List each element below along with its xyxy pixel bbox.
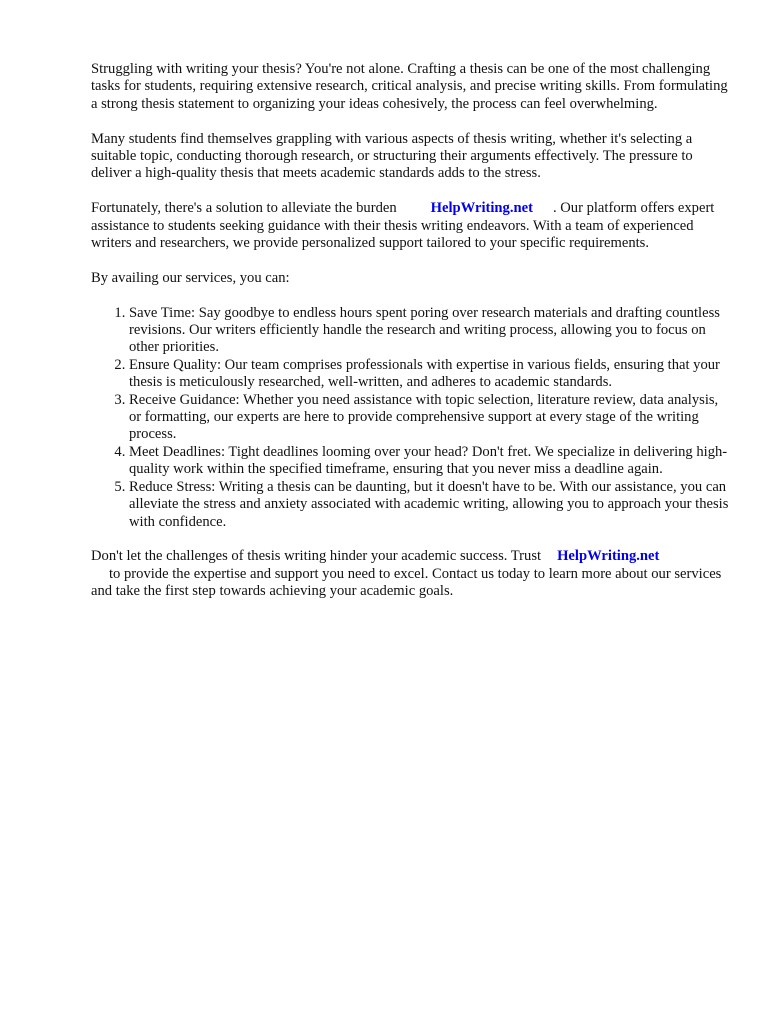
solution-paragraph: [91, 200, 731, 252]
solution-text-after: . Our platform offers expert assistance to students seeking guidance with their thesis writing endeavors. With a team of experienced writers and researchers, we provide personalized support tailored to your specific requirements.: [91, 200, 715, 252]
list-item-ensure-quality: 2. Ensure Quality: Our team comprises professionals with expertise in various fields, ensuring that your thesis is meticulously researched, well-written, and adheres to academic standards.: [129, 357, 731, 392]
helpwriting-link[interactable]: HelpWriting.net: [430, 200, 533, 217]
list-item-reduce-stress: 5. Reduce Stress: Writing a thesis can be daunting, but it doesn't have to be. With our assistance, you can alleviate the stress and anxiety associated with academic writing, allowing you to approach your thesis with confidence.: [129, 479, 731, 531]
closing-paragraph: [91, 548, 731, 600]
benefits-list: [91, 305, 731, 531]
closing-text-before: Don't let the challenges of thesis writing hinder your academic success. Trust: [91, 548, 542, 565]
closing-text-after: to provide the expertise and support you need to excel. Contact us today to learn more about our services and take the first step towards achieving your academic goals.: [91, 565, 722, 600]
helpwriting-link-closing[interactable]: HelpWriting.net: [557, 548, 660, 565]
challenges-paragraph: Many students find themselves grappling with various aspects of thesis writing, whether it's selecting a suitable topic, conducting thorough research, or structuring their arguments effectively. The pressure to deliver a high-quality thesis that meets academic standards adds to the stress.: [91, 130, 693, 182]
list-item-save-time: 1. Save Time: Say goodbye to endless hours spent poring over research materials and drafting countless revisions. Our writers efficiently handle the research and writing process, allowing you to focus on other priorities.: [129, 305, 731, 357]
document-page: [91, 61, 731, 618]
list-item-receive-guidance: 3. Receive Guidance: Whether you need assistance with topic selection, literature review, data analysis, or formatting, our experts are here to provide comprehensive support at every stage of the writing process.: [129, 392, 731, 444]
intro-paragraph: Struggling with writing your thesis? You're not alone. Crafting a thesis can be one of the most challenging tasks for students, requiring extensive research, critical analysis, and precise writing skills. From formulating a strong thesis statement to organizing your ideas cohesively, the process can feel overwhelming.: [91, 61, 728, 112]
list-item-meet-deadlines: 4. Meet Deadlines: Tight deadlines looming over your head? Don't fret. We specialize in delivering high-quality work within the specified timeframe, ensuring that you never miss a deadline again.: [129, 444, 731, 479]
solution-text-before: Fortunately, there's a solution to alleviate the burden: [91, 200, 397, 217]
services-intro: By availing our services, you can:: [91, 269, 290, 286]
